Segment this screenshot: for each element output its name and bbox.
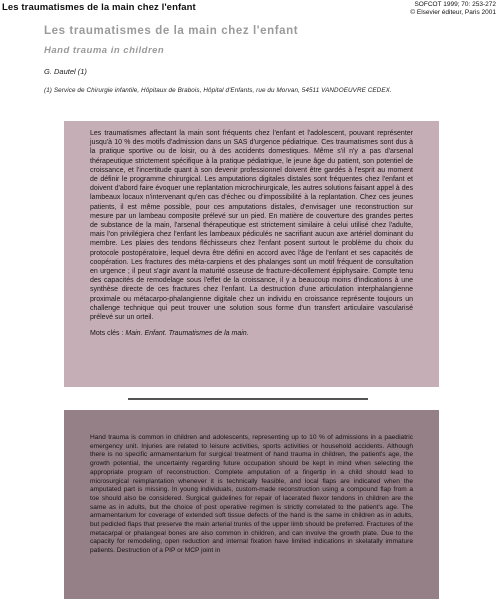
authors: G. Dautel (1) — [44, 67, 87, 76]
section-divider — [128, 398, 368, 400]
abstract-english-text: Hand trauma is common in children and adolescents, representing up to 10 % of admissions in a paediatric emergency unit. Injuries are related to leisure activities, sports activities or household accidents. Although there is no specific armamentarium for surgical treatment of hand trauma in children, the patient's age, the growth potential, the uncertainty regarding future occupation should be kept in mind when selecting the appropriate program of reconstruction. Complete amputation of a fingertip in a child should lead to microsurgical reimplantation whenever it is technically feasible, and local flaps are indicated when the amputated part is missing. In young individuals, custom-made reconstruction using a compound flap from a toe should also be considered. Surgical guidelines for repair of lacerated flexor tendons in children are the same as in adults, but the choice of post operative regimen is strictly correlated to the patient's age. The armamentarium for coverage of extended soft tissue defects of the hand is the same in children as in adults, but pedicled flaps that preserve the main arterial trunks of the upper limb should be preferred. Fractures of the metacarpal or phalangeal bones are also common in children, and can involve the growth plate. Due to the capacity for remodeling, open reduction and internal fixation have limited indications in skelatally immature patients. Destruction of a PIP or MCP joint in — [90, 434, 413, 555]
citation — [410, 1, 496, 17]
abstract-french — [64, 121, 439, 387]
running-head — [2, 1, 498, 25]
citation-publisher: © Elsevier éditeur, Paris 2001 — [410, 9, 496, 16]
keywords-values: Main. Enfant. Traumatismes de la main. — [125, 330, 249, 338]
article-title-fr: Les traumatismes de la main chez l'enfant — [44, 25, 299, 37]
abstract-french-text: Les traumatismes affectant la main sont fréquents chez l'enfant et l'adolescent, pouvant représenter jusqu'à 10 % des motifs d'admission dans un SAS d'urgence pédiatrique. Ces traumatismes sont dus à la pratique sportive ou de loisir, ou à des accidents domestiques. Même s'il n'y a pas d'arsenal thérapeutique strictement spécifique à la pratique pédiatrique, le jeune âge du patient, son potentiel de croissance, et l'incertitude quant à son devenir professionnel doivent être gardés à l'esprit au moment de définir le programme chirurgical. Les amputations digitales distales sont fréquentes chez l'enfant et doivent d'abord faire évoquer une replantation microchirurgicale, les autres solutions faisant appel à des lambeaux locaux n'intervenant qu'en cas d'échec ou d'impossibilité à la replantation. Chez ces jeunes patients, il est même possible, pour ces amputations distales, d'envisager une reconstruction sur mesure par un lambeau composite prélevé sur un pied. En matière de couverture des grandes pertes de substance de la main, l'arsenal thérapeutique est strictement similaire à celui utilisé chez l'adulte, mais l'on privilégiera chez l'enfant les lambeaux pédiculés ne sacrifiant aucun axe artériel dominant du membre. Les plaies des tendons fléchisseurs chez l'enfant posent surtout le problème du choix du protocole postopératoire, lequel devra être défini en accord avec l'âge de l'enfant et ses capacités de coopération. Les fractures des méta-carpiens et des phalanges sont un motif fréquent de consultation en urgence ; il peut s'agir avant la maturité osseuse de fracture-décollement épiphysaire. Compte tenu des capacités de remodelage sous l'effet de la croissance, il y a beaucoup moins d'indications à une synthèse directe de ces fractures chez l'enfant. La destruction d'une articulation interphalangienne proximale ou métacarpo-phalangienne digitale chez un individu en croissance représente toujours un challenge technique qui peut trouver une solution sous forme d'un transfert articulaire vascularisé prélevé sur un orteil. — [90, 130, 413, 322]
keywords — [90, 329, 413, 338]
affiliation: (1) Service de Chirurgie infantile, Hôpitaux de Brabois, Hôpital d'Enfants, rue du Morvan, 54511 VANDOEUVRE CEDEX. — [44, 87, 392, 94]
running-head-title: Les traumatismes de la main chez l'enfant — [2, 2, 196, 13]
article-title-en: Hand trauma in children — [44, 45, 165, 56]
keywords-label: Mots clés : — [90, 330, 124, 338]
abstract-english — [64, 410, 439, 599]
citation-journal: SOFCOT 1999; 70: 253-272 — [414, 1, 496, 8]
